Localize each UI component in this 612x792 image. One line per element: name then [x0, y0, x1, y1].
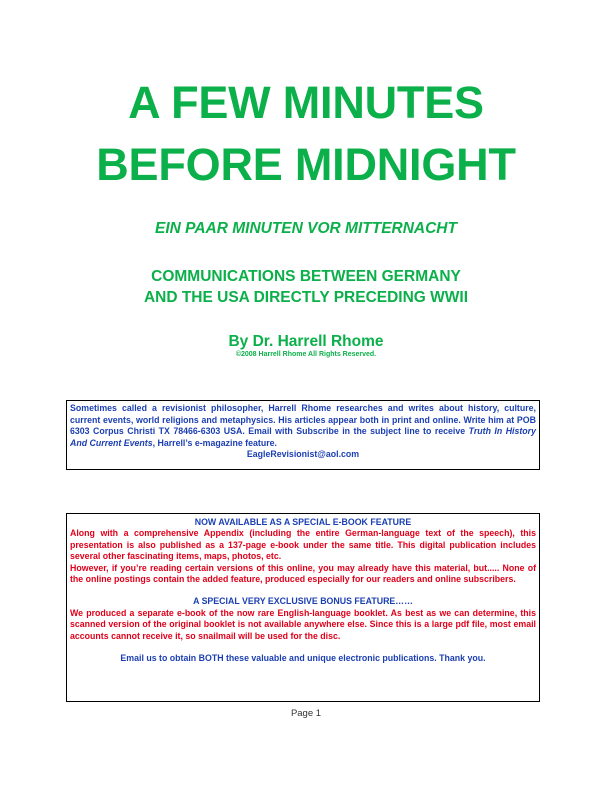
ebook-heading: NOW AVAILABLE AS A SPECIAL E-BOOK FEATURE — [194, 517, 412, 527]
author-bio-box — [66, 400, 540, 470]
ebook-paragraph-1: Along with a comprehensive Appendix (including the entire German-language text of the speech), this presentation is also published as a 137-page e-book under the same title. This digital publication includes several other fascinating items, maps, photos, etc. — [70, 528, 536, 562]
title-line-2: BEFORE MIDNIGHT — [96, 139, 516, 190]
subtitle-line-1: COMMUNICATIONS BETWEEN GERMANY — [151, 268, 461, 285]
bio-text-end: , Harrell’s e-magazine feature. — [152, 437, 277, 448]
bonus-heading: A SPECIAL VERY EXCLUSIVE BONUS FEATURE…… — [193, 596, 413, 607]
ebook-feature-box — [66, 513, 540, 702]
author-byline: By Dr. Harrell Rhome — [228, 333, 384, 350]
bonus-paragraph: We produced a separate e-book of the now rare English-language booklet. As best as we can determine, this scanned version of the original booklet is not available anywhere else. Since this is a large pdf file, most email accounts cannot receive it, so snailmail will be used for the disc. — [70, 607, 536, 641]
subtitle-line-2: AND THE USA DIRECTLY PRECEDING WWII — [143, 289, 469, 306]
subtitle — [0, 266, 612, 308]
bio-text: Sometimes called a revisionist philosopher, Harrell Rhome researches and writes about history, culture, current events, world religions and metaphysics. His articles appear both in print and online. Write him at POB 6303 Corpus Christi TX 78466-6303 USA. Email with Subscribe in the subject line to receive — [70, 403, 536, 437]
emagazine-title: Truth In History And Current Events — [70, 426, 536, 448]
author-email: EagleRevisionist@aol.com — [246, 449, 360, 460]
german-title: EIN PAAR MINUTEN VOR MITTERNACHT — [155, 220, 457, 237]
page-number: Page 1 — [290, 708, 322, 719]
ebook-paragraph-2: However, if you’re reading certain versions of this online, you may already have this material, but..... None of the online postings contain the added feature, produced especially for our readers and online subscribers. — [70, 562, 536, 585]
closing-line: Email us to obtain BOTH these valuable and unique electronic publications. Thank you. — [120, 653, 486, 664]
title-line-1: A FEW MINUTES — [128, 77, 484, 128]
copyright-notice: ©2008 Harrell Rhome All Rights Reserved. — [235, 351, 377, 358]
